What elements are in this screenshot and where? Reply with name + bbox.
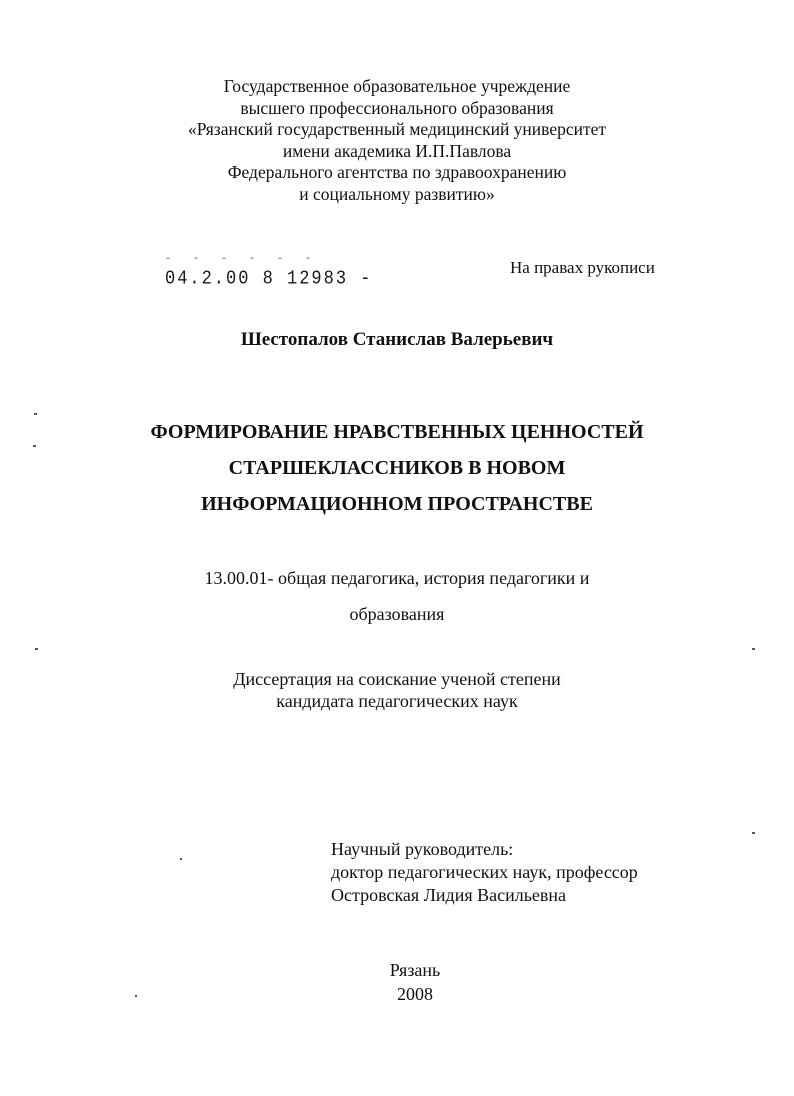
institution-line: имени академика И.П.Павлова: [282, 140, 512, 161]
institution-line: и социальному развитию»: [299, 183, 495, 204]
scan-speck: [33, 445, 36, 447]
dissertation-title: [0, 414, 794, 522]
institution-header: [0, 76, 794, 206]
supervisor-block: [331, 838, 638, 907]
supervisor-degree: доктор педагогических наук, профессор: [331, 862, 638, 882]
degree-statement: [0, 668, 794, 712]
institution-line: высшего профессионального образования: [240, 97, 554, 118]
title-line: ФОРМИРОВАНИЕ НРАВСТВЕННЫХ ЦЕННОСТЕЙ: [150, 421, 644, 443]
title-line: ИНФОРМАЦИОННОМ ПРОСТРАНСТВЕ: [201, 493, 593, 515]
city: Рязань: [389, 960, 441, 980]
supervisor-label: Научный руководитель:: [331, 839, 514, 859]
title-line: СТАРШЕКЛАССНИКОВ В НОВОМ: [228, 457, 566, 479]
degree-line: кандидата педагогических наук: [276, 691, 518, 711]
scan-speck: [180, 858, 182, 860]
degree-line: Диссертация на соискание ученой степени: [233, 669, 561, 689]
supervisor-name: Островская Лидия Васильевна: [331, 885, 567, 905]
specialty-line: 13.00.01- общая педагогика, история педагогики и: [204, 568, 590, 588]
scan-speck: [34, 413, 37, 415]
place-and-year: [386, 958, 444, 1006]
author-name: Шестопалов Станислав Валерьевич: [240, 329, 554, 350]
specialty-code: [0, 560, 794, 632]
scan-speck: [135, 995, 137, 997]
scan-speck: [35, 648, 38, 650]
scan-speck: [752, 648, 755, 650]
year: 2008: [397, 984, 433, 1004]
scan-speck: [752, 832, 755, 834]
rights-note: На правах рукописи: [510, 258, 655, 277]
institution-line: «Рязанский государственный медицинский университет: [187, 119, 607, 140]
specialty-line: образования: [349, 604, 445, 624]
institution-line: Государственное образовательное учреждение: [223, 76, 571, 96]
library-stamp-number: 04.2.00 8 12983 -: [165, 268, 373, 291]
stamp-marks: - - - - - -: [165, 254, 320, 265]
institution-line: Федерального агентства по здравоохранению: [227, 162, 567, 183]
